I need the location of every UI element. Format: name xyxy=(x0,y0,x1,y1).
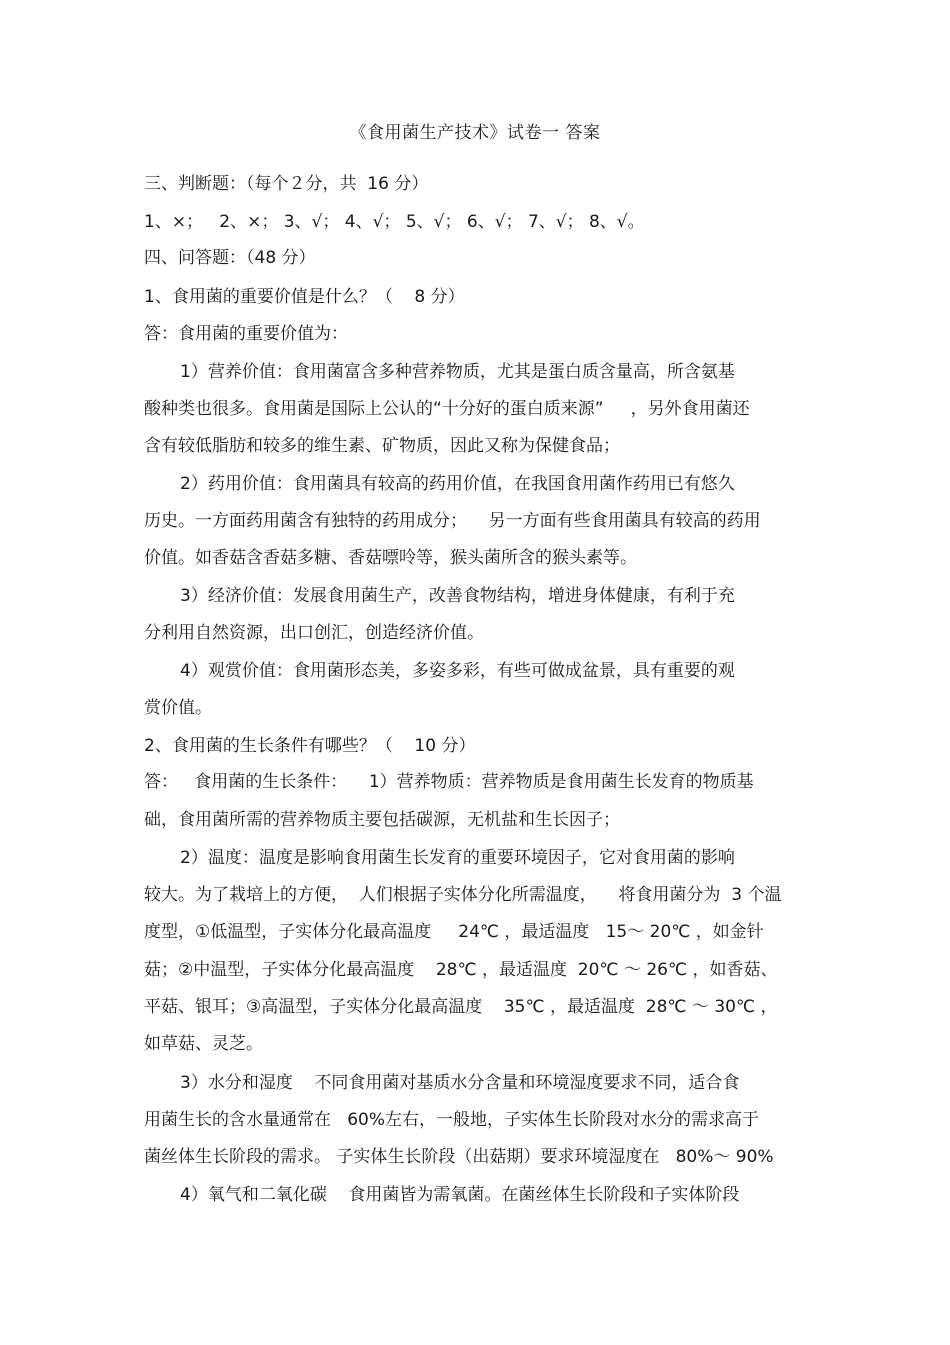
paragraph-line: 价值。如香菇含香菇多糖、香菇嘌呤等，猴头菌所含的猴头素等。 xyxy=(144,548,637,568)
judgment-answers: 1、×； 2、×； 3、√； 4、√； 5、√； 6、√； 7、√； 8、√。 xyxy=(144,212,645,232)
paragraph-line: 较大。为了栽培上的方便， 人们根据子实体分化所需温度， 将食用菌分为 3 个温 xyxy=(144,885,782,905)
paragraph-line: 1）营养价值：食用菌富含多种营养物质，尤其是蛋白质含量高，所含氨基 xyxy=(180,362,735,382)
paragraph-line: 础，食用菌所需的营养物质主要包括碳源，无机盐和生长因子； xyxy=(144,810,620,830)
paragraph-line: 2）药用价值：食用菌具有较高的药用价值，在我国食用菌作药用已有悠久 xyxy=(180,474,735,494)
paragraph-line: 3）经济价值：发展食用菌生产，改善食物结构，增进身体健康，有利于充 xyxy=(180,586,735,606)
paragraph-line: 酸种类也很多。食用菌是国际上公认的“十分好的蛋白质来源” ，另外食用菌还 xyxy=(144,399,750,419)
paragraph-line: 3）水分和湿度 不同食用菌对基质水分含量和环境湿度要求不同，适合食 xyxy=(180,1073,740,1093)
document-title: 《食用菌生产技术》试卷一 答案 xyxy=(349,123,601,143)
paragraph-line: 度型，①低温型，子实体分化最高温度 24℃ ，最适温度 15～ 20℃ ，如金针 xyxy=(144,922,764,942)
paragraph-line: 菌丝体生长阶段的需求。 子实体生长阶段（出菇期）要求环境湿度在 80%～ 90% xyxy=(144,1147,774,1167)
paragraph-line: 如草菇、灵芝。 xyxy=(144,1034,263,1054)
paragraph-line: 分利用自然资源，出口创汇，创造经济价值。 xyxy=(144,623,484,643)
paragraph-line: 用菌生长的含水量通常在 60%左右，一般地，子实体生长阶段对水分的需求高于 xyxy=(144,1110,759,1130)
paragraph-line: 平菇、银耳；③高温型，子实体分化最高温度 35℃ ，最适温度 28℃ ～ 30℃ ， xyxy=(144,997,778,1017)
paragraph-line: 4）观赏价值：食用菌形态美，多姿多彩，有些可做成盆景，具有重要的观 xyxy=(180,661,735,681)
section-heading-qa: 四、问答题：（48 分） xyxy=(144,248,316,268)
paragraph-line: 4）氧气和二氧化碳 食用菌皆为需氧菌。在菌丝体生长阶段和子实体阶段 xyxy=(180,1185,740,1205)
section-heading-judgment: 三、判断题：（每个２分，共 16 分） xyxy=(144,174,429,194)
question-2: 2、食用菌的生长条件有哪些？（ 10 分） xyxy=(144,736,476,756)
paragraph-line: 赏价值。 xyxy=(144,698,212,718)
paragraph-line: 含有较低脂肪和较多的维生素、矿物质，因此又称为保健食品； xyxy=(144,436,620,456)
question-1: 1、食用菌的重要价值是什么？（ 8 分） xyxy=(144,287,465,307)
paragraph-line: 答： 食用菌的生长条件： 1）营养物质：营养物质是食用菌生长发育的物质基 xyxy=(144,772,754,792)
paragraph-line: 2）温度：温度是影响食用菌生长发育的重要环境因子，它对食用菌的影响 xyxy=(180,848,735,868)
paragraph-line: 菇；②中温型，子实体分化最高温度 28℃ ，最适温度 20℃ ～ 26℃ ，如香菇、 xyxy=(144,960,778,980)
answer-1-intro: 答：食用菌的重要价值为： xyxy=(144,324,348,344)
paragraph-line: 历史。一方面药用菌含有独特的药用成分； 另一方面有些食用菌具有较高的药用 xyxy=(144,511,761,531)
